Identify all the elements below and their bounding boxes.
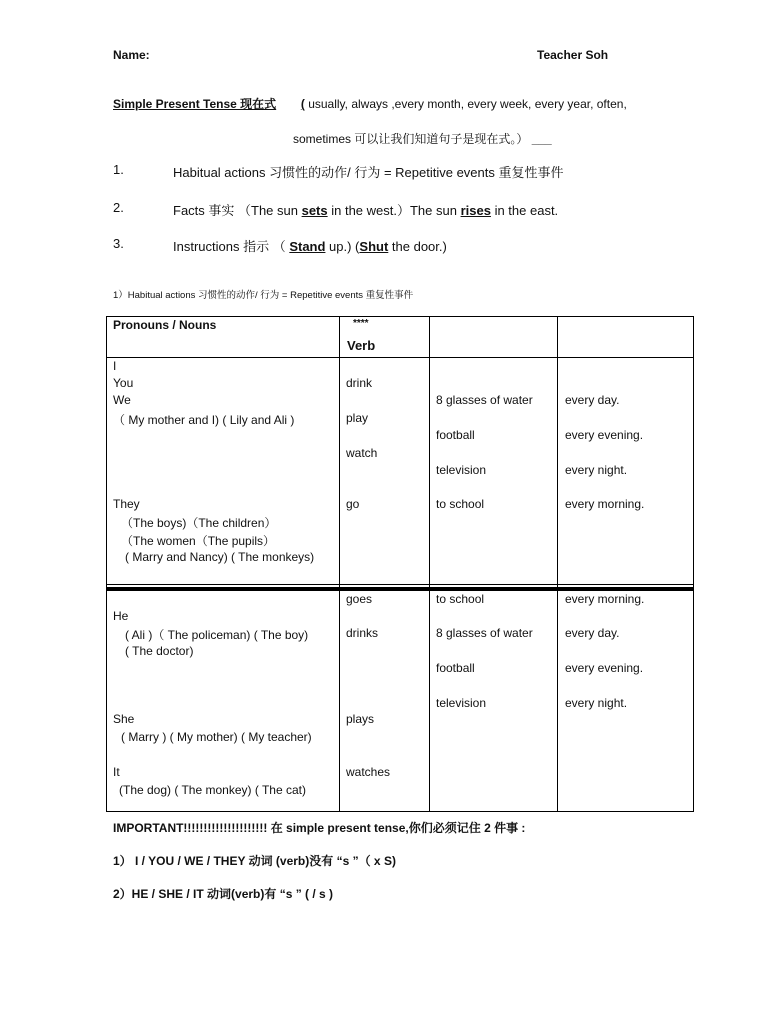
time-every-evening: every evening.	[565, 428, 644, 442]
object-school-2: to school	[436, 592, 485, 606]
pronoun-you: You	[113, 376, 134, 390]
verb-watches: watches	[346, 765, 391, 779]
item-3-mid: up.) (	[325, 239, 360, 254]
time-every-night-2: every night.	[565, 696, 628, 710]
item-2-mid: in the west.）The sun	[327, 203, 461, 218]
header-pronouns: Pronouns / Nouns	[113, 318, 217, 332]
item-3-underline-1: Stand	[289, 239, 326, 254]
item-2-pre: Facts 事实 （The sun	[173, 203, 302, 218]
table-col-divider-2	[429, 317, 430, 811]
item-1-number: 1.	[113, 162, 124, 177]
title-keywords: usually, always ,every month, every week, every year, often,	[304, 97, 627, 111]
he-examples-1: ( Ali )（ The policeman) ( The boy)	[125, 628, 309, 642]
pronoun-it: It	[113, 765, 120, 779]
pronoun-we-examples: （ My mother and I) ( Lily and Ali )	[113, 413, 295, 427]
he-examples-2: ( The doctor)	[125, 644, 194, 658]
item-3-underline-2: Shut	[359, 239, 389, 254]
they-examples-1: （The boys)（The children）	[121, 516, 277, 530]
pronoun-i: I	[113, 359, 117, 373]
title-line-2-text: sometimes 可以让我们知道句子是现在式。）	[293, 132, 529, 146]
verb-watch: watch	[346, 446, 378, 460]
object-school: to school	[436, 497, 485, 511]
title-line-1	[113, 95, 627, 112]
important-note: IMPORTANT!!!!!!!!!!!!!!!!!!!!! 在 simple present tense,你们必须记住 2 件事 :	[113, 821, 526, 835]
item-2-text	[173, 200, 558, 219]
time-every-evening-2: every evening.	[565, 661, 644, 675]
they-examples-2: （The women（The pupils）	[121, 534, 276, 548]
verb-plays: plays	[346, 712, 375, 726]
pronoun-we: We	[113, 393, 131, 407]
object-television: television	[436, 463, 487, 477]
it-examples: (The dog) ( The monkey) ( The cat)	[119, 783, 306, 797]
title-blank: ___	[531, 132, 552, 146]
they-examples-3: ( Marry and Nancy) ( The monkeys)	[125, 550, 315, 564]
verb-go: go	[346, 497, 360, 511]
item-3-text	[173, 236, 447, 255]
header-stars: ****	[353, 318, 369, 329]
teacher-name: Teacher Soh	[537, 48, 609, 62]
name-label: Name:	[113, 48, 150, 62]
item-2-post: in the east.	[490, 203, 559, 218]
time-every-day-2: every day.	[565, 626, 620, 640]
item-2-number: 2.	[113, 200, 124, 215]
pronoun-he: He	[113, 609, 129, 623]
item-3-post: the door.)	[388, 239, 447, 254]
object-water: 8 glasses of water	[436, 393, 533, 407]
verb-play: play	[346, 411, 369, 425]
item-2-underline-2: rises	[460, 203, 491, 218]
section-caption: 1）Habitual actions 习惯性的动作/ 行为 = Repetitive events 重复性事件	[113, 290, 414, 301]
rule-1: 1） I / YOU / WE / THEY 动词 (verb)没有 “s ”（ x S)	[113, 854, 396, 868]
title-paren: (	[300, 97, 305, 111]
time-every-day: every day.	[565, 393, 620, 407]
item-2-underline-1: sets	[301, 203, 328, 218]
title-main: Simple Present Tense 现在式	[113, 97, 277, 111]
object-football: football	[436, 428, 475, 442]
table-header-divider	[107, 357, 693, 358]
time-every-morning-2: every morning.	[565, 592, 645, 606]
header-verb: Verb	[347, 338, 376, 353]
object-football-2: football	[436, 661, 475, 675]
table-section-divider-thick	[107, 587, 693, 591]
item-3-pre: Instructions 指示 （	[173, 239, 290, 254]
she-examples: ( Marry ) ( My mother) ( My teacher)	[121, 730, 312, 744]
title-line-2	[293, 130, 552, 147]
time-every-night: every night.	[565, 463, 628, 477]
pronoun-they: They	[113, 497, 140, 511]
table-section-divider-top	[107, 584, 693, 585]
object-television-2: television	[436, 696, 487, 710]
item-3-number: 3.	[113, 236, 124, 251]
verb-goes: goes	[346, 592, 373, 606]
object-water-2: 8 glasses of water	[436, 626, 533, 640]
time-every-morning: every morning.	[565, 497, 645, 511]
verb-table	[106, 316, 694, 812]
pronoun-she: She	[113, 712, 135, 726]
rule-2: 2）HE / SHE / IT 动词(verb)有 “s ” ( / s )	[113, 887, 334, 901]
item-1-text: Habitual actions 习惯性的动作/ 行为 = Repetitive events 重复性事件	[173, 165, 564, 180]
table-col-divider-3	[557, 317, 558, 811]
verb-drink: drink	[346, 376, 373, 390]
table-col-divider-1	[339, 317, 340, 811]
verb-drinks: drinks	[346, 626, 379, 640]
